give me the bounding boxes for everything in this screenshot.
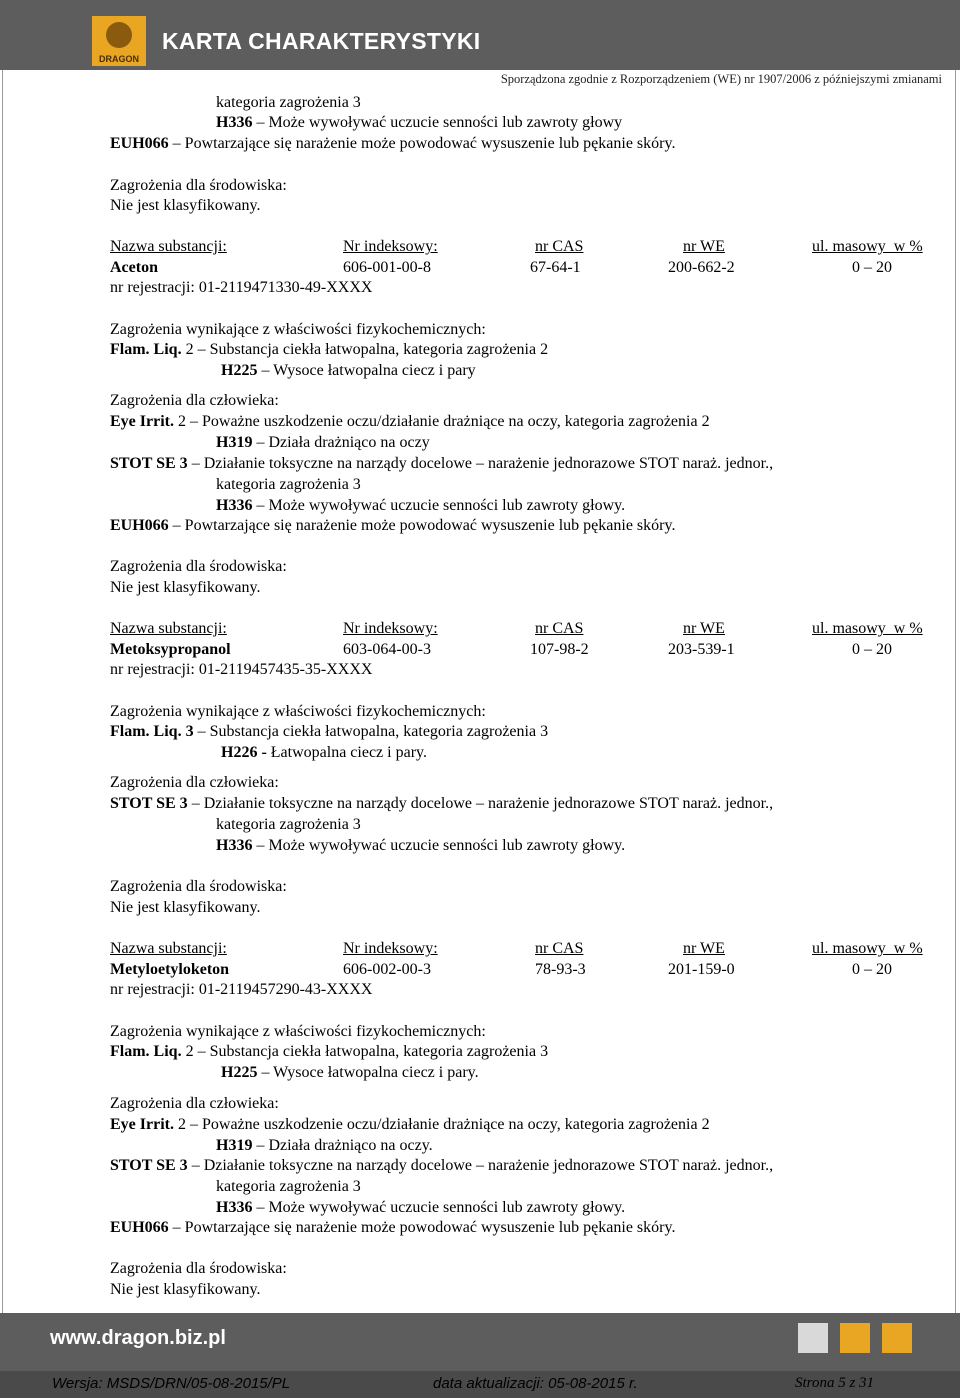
hazard-line: Flam. Liq. 2 – Substancja ciekła łatwopalna, kategoria zagrożenia 2 bbox=[110, 341, 549, 358]
col-index-header: Nr indeksowy: bbox=[343, 238, 438, 255]
col-name-header: Nazwa substancji: bbox=[110, 620, 227, 637]
footer-square-icon bbox=[798, 1323, 828, 1353]
category-line: kategoria zagrożenia 3 bbox=[216, 94, 361, 111]
substance-name: Metyloetyloketon bbox=[110, 961, 230, 978]
footer-square-icon bbox=[882, 1323, 912, 1353]
substance-cas: 78-93-3 bbox=[535, 961, 586, 978]
substance-name: Aceton bbox=[110, 259, 158, 276]
col-mass-header: ul. masowy w % bbox=[812, 238, 923, 255]
hazard-line: H336 – Może wywoływać uczucie senności lub zawroty głowy. bbox=[216, 837, 626, 854]
category-line: kategoria zagrożenia 3 bbox=[216, 476, 361, 493]
col-we-header: nr WE bbox=[683, 940, 725, 957]
hazard-line: EUH066 – Powtarzające się narażenie może powodować wysuszenie lub pękanie skóry. bbox=[110, 517, 676, 534]
footer-square-icon bbox=[840, 1323, 870, 1353]
col-index-header: Nr indeksowy: bbox=[343, 940, 438, 957]
human-hazard-label: Zagrożenia dla człowieka: bbox=[110, 392, 279, 409]
category-line: kategoria zagrożenia 3 bbox=[216, 816, 361, 833]
col-mass-header: ul. masowy w % bbox=[812, 620, 923, 637]
hazard-line: EUH066 – Powtarzające się narażenie może powodować wysuszenie lub pękanie skóry. bbox=[110, 135, 676, 152]
col-cas-header: nr CAS bbox=[535, 238, 584, 255]
substance-index: 603-064-00-3 bbox=[343, 641, 431, 658]
registration-number: nr rejestracji: 01-2119471330-49-XXXX bbox=[110, 279, 373, 296]
substance-we: 200-662-2 bbox=[668, 259, 735, 276]
registration-number: nr rejestracji: 01-2119457290-43-XXXX bbox=[110, 981, 373, 998]
human-hazard-label: Zagrożenia dla człowieka: bbox=[110, 1095, 279, 1112]
dragon-logo bbox=[92, 16, 146, 66]
hazard-line: Flam. Liq. 2 – Substancja ciekła łatwopalna, kategoria zagrożenia 3 bbox=[110, 1043, 549, 1060]
hazard-line: H319 – Działa drażniąco na oczy. bbox=[216, 1137, 433, 1154]
logo-text: DRAGON bbox=[99, 54, 139, 64]
col-name-header: Nazwa substancji: bbox=[110, 940, 227, 957]
substance-cas: 107-98-2 bbox=[530, 641, 589, 658]
hazard-line: H336 – Może wywoływać uczucie senności lub zawroty głowy. bbox=[216, 497, 626, 514]
col-we-header: nr WE bbox=[683, 238, 725, 255]
website-link[interactable]: www.dragon.biz.pl bbox=[50, 1327, 226, 1349]
env-label: Zagrożenia dla środowiska: bbox=[110, 878, 287, 895]
col-name-header: Nazwa substancji: bbox=[110, 238, 227, 255]
phys-hazard-label: Zagrożenia wynikające z właściwości fizykochemicznych: bbox=[110, 321, 486, 338]
env-label: Zagrożenia dla środowiska: bbox=[110, 177, 287, 194]
substance-we: 201-159-0 bbox=[668, 961, 735, 978]
env-value: Nie jest klasyfikowany. bbox=[110, 197, 261, 214]
hazard-line: H319 – Działa drażniąco na oczy bbox=[216, 434, 430, 451]
page-number: Strona 5 z 31 bbox=[795, 1375, 875, 1391]
version-info: Wersja: MSDS/DRN/05-08-2015/PL bbox=[52, 1375, 291, 1392]
hazard-line: H225 – Wysoce łatwopalna ciecz i pary. bbox=[221, 1064, 479, 1081]
phys-hazard-label: Zagrożenia wynikające z właściwości fizykochemicznych: bbox=[110, 703, 486, 720]
substance-index: 606-001-00-8 bbox=[343, 259, 431, 276]
env-label: Zagrożenia dla środowiska: bbox=[110, 558, 287, 575]
category-line: kategoria zagrożenia 3 bbox=[216, 1178, 361, 1195]
hazard-line: STOT SE 3 – Działanie toksyczne na narządy docelowe – narażenie jednorazowe STOT naraż. jednor., bbox=[110, 795, 774, 812]
regulation-note: Sporządzona zgodnie z Rozporządzeniem (WE) nr 1907/2006 z późniejszymi zmianami bbox=[500, 72, 942, 86]
col-mass-header: ul. masowy w % bbox=[812, 940, 923, 957]
env-value: Nie jest klasyfikowany. bbox=[110, 1281, 261, 1298]
substance-mass: 0 – 20 bbox=[852, 961, 892, 978]
env-label: Zagrożenia dla środowiska: bbox=[110, 1260, 287, 1277]
substance-we: 203-539-1 bbox=[668, 641, 735, 658]
hazard-line: H336 – Może wywoływać uczucie senności lub zawroty głowy bbox=[216, 114, 623, 131]
col-cas-header: nr CAS bbox=[535, 940, 584, 957]
substance-name: Metoksypropanol bbox=[110, 641, 231, 658]
substance-mass: 0 – 20 bbox=[852, 641, 892, 658]
hazard-line: STOT SE 3 – Działanie toksyczne na narządy docelowe – narażenie jednorazowe STOT naraż. jednor., bbox=[110, 455, 774, 472]
registration-number: nr rejestracji: 01-2119457435-35-XXXX bbox=[110, 661, 373, 678]
substance-cas: 67-64-1 bbox=[530, 259, 581, 276]
phys-hazard-label: Zagrożenia wynikające z właściwości fizykochemicznych: bbox=[110, 1023, 486, 1040]
hazard-line: EUH066 – Powtarzające się narażenie może powodować wysuszenie lub pękanie skóry. bbox=[110, 1219, 676, 1236]
hazard-line: H225 – Wysoce łatwopalna ciecz i pary bbox=[221, 362, 476, 379]
update-date: data aktualizacji: 05-08-2015 r. bbox=[433, 1375, 638, 1392]
col-we-header: nr WE bbox=[683, 620, 725, 637]
page-footer bbox=[0, 1313, 960, 1398]
substance-index: 606-002-00-3 bbox=[343, 961, 431, 978]
document-title: KARTA CHARAKTERYSTYKI bbox=[162, 28, 481, 54]
env-value: Nie jest klasyfikowany. bbox=[110, 899, 261, 916]
hazard-line: Flam. Liq. 3 – Substancja ciekła łatwopalna, kategoria zagrożenia 3 bbox=[110, 723, 549, 740]
hazard-line: Eye Irrit. 2 – Poważne uszkodzenie oczu/działanie drażniące na oczy, kategoria zagrożenia 2 bbox=[110, 1116, 710, 1133]
dragon-icon bbox=[106, 22, 132, 48]
hazard-line: Eye Irrit. 2 – Poważne uszkodzenie oczu/działanie drażniące na oczy, kategoria zagrożenia 2 bbox=[110, 413, 710, 430]
hazard-line: H336 – Może wywoływać uczucie senności lub zawroty głowy. bbox=[216, 1199, 626, 1216]
substance-mass: 0 – 20 bbox=[852, 259, 892, 276]
col-cas-header: nr CAS bbox=[535, 620, 584, 637]
hazard-line: H226 - Łatwopalna ciecz i pary. bbox=[221, 744, 427, 761]
human-hazard-label: Zagrożenia dla człowieka: bbox=[110, 774, 279, 791]
hazard-line: STOT SE 3 – Działanie toksyczne na narządy docelowe – narażenie jednorazowe STOT naraż. jednor., bbox=[110, 1157, 774, 1174]
env-value: Nie jest klasyfikowany. bbox=[110, 579, 261, 596]
page-header bbox=[0, 0, 960, 70]
col-index-header: Nr indeksowy: bbox=[343, 620, 438, 637]
